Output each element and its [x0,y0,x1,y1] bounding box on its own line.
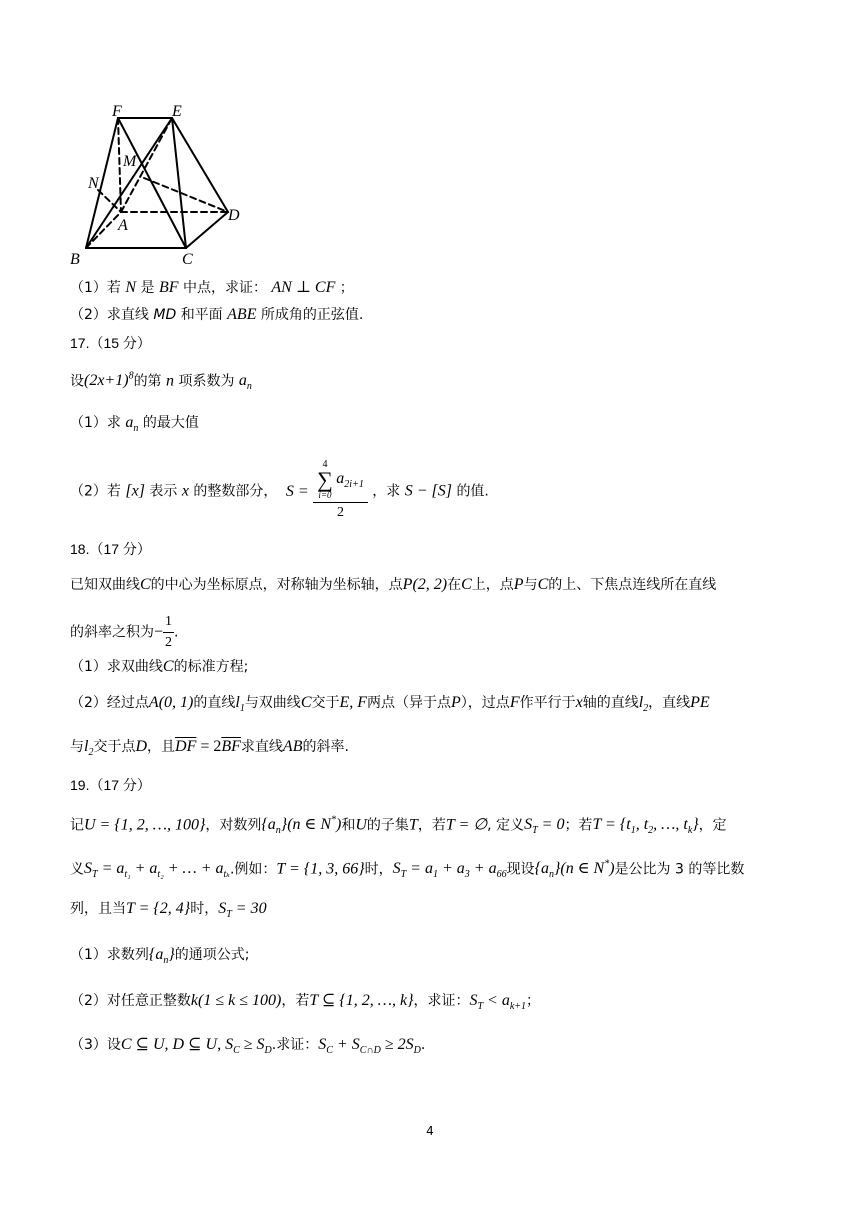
q17-stem: 设$(2x+1)^8$的第 n 项系数为 $a_n$ [70,371,252,393]
q17-part2: （2）若 [x] 表示 x 的整数部分， S = 4 ∑ i=0 $a_{2i+1}$ 2 ，求 S − [S] 的值. [70,460,489,523]
q18-header: 18.（17 分） [70,541,151,557]
q17-header: 17.（15 分） [70,335,151,351]
edge-CD [186,212,228,248]
q19-stem-line3: 列，且当T = {2, 4}时，$S_T = 30$ [70,900,267,921]
q18-stem-line2: 的斜率之积为− $\frac{1}{2}$ . [70,614,179,650]
q19-stem-line2: 义$S_T = a_{t_1} + a_{t_2}$ + … + $a_{t_k}$.例如：T = {1, 3, 66}时，$S_T = a_1 + a_3 + a_{66}$现设$\{a_n\}(n$ ∈ N*)是公比为 3 的等比数 [70,859,745,881]
edge-MD [144,178,228,212]
label-M: M [123,153,137,170]
q18-part1: （1）求双曲线C的标准方程; [70,658,249,675]
q18-part2-cont: 与$l_2$交于点D，且$\overline{DF} = 2\overline{BF}$求直线AB的斜率. [70,738,349,759]
page-number: 4 [426,1124,434,1138]
label-B: B [70,251,80,268]
label-C: C [182,251,193,268]
label-A: A [118,217,128,234]
q16-part1: （1）若 N 是 BF 中点，求证： AN ⊥ CF ； [70,279,354,296]
q17-part1: （1）求 $a_n$ 的最大值 [70,414,199,435]
q19-part1: （1）求数列$\{a_n\}$的通项公式; [70,946,250,967]
q19-stem-line1: 记U = {1, 2, …, 100}，对数列$\{a_n\}(n$ ∈ N*)和U的子集T，若T = ∅, 定义$S_T = 0$；若$T = \{t_1$, $t_2$, …, $t_k$}，定 [70,815,727,837]
q17-sum-fraction: 4 ∑ i=0 $a_{2i+1}$ 2 [313,460,368,523]
label-D: D [228,207,240,224]
label-E: E [172,103,182,120]
geometry-figure [68,100,258,270]
q18-stem-line1: 已知双曲线C的中心为坐标原点，对称轴为坐标轴，点P(2, 2)在C上，点P与C的上、下焦点连线所在直线 [70,576,717,593]
label-F: F [112,103,122,120]
q19-part2: （2）对任意正整数k(1 ≤ k ≤ 100)，若T ⊆ {1, 2, …, k}，求证：$S_T < a_{k+1}$； [70,992,541,1013]
q19-part3: （3）设C ⊆ U, D ⊆ U, $S_C \ge S_D$.求证：$S_C + S_{C\cap D} \ge 2S_D$. [70,1036,426,1057]
label-N: N [88,175,99,192]
q19-header: 19.（17 分） [70,777,151,793]
q18-part2: （2）经过点A(0, 1)的直线$l_1$与双曲线C交于E, F两点（异于点P），过点F作平行于x轴的直线$l_2$，直线PE [70,694,710,715]
q16-part2: （2）求直线 MD 和平面 ABE 所成角的正弦值. [70,306,364,323]
